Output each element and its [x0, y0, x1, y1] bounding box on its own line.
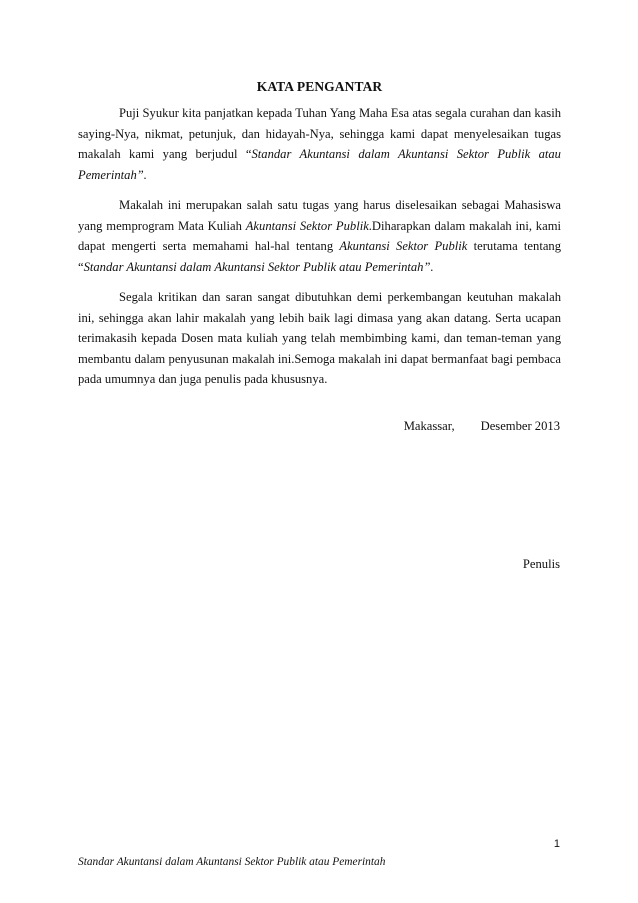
body-text: [78, 103, 561, 400]
paragraph-run: .Diharapkan dalam makalah ini, kami dapat mengerti serta memahami hal-hal tentang: [78, 218, 561, 253]
signature-author: Penulis: [522, 557, 560, 571]
footer-divider: [78, 852, 561, 853]
paragraph-run: terutama tentang “: [78, 239, 561, 274]
paragraph-3: [78, 287, 561, 390]
paragraph-run: Akuntansi Sektor Publik: [245, 218, 369, 233]
paragraph-2: [78, 195, 561, 277]
page-number: 1: [553, 838, 560, 850]
place-city: Makassar,: [403, 419, 455, 433]
paragraph-run: Standar Akuntansi dalam Akuntansi Sektor Publik atau Pemerintah”.: [78, 147, 561, 182]
date: Desember 2013: [480, 419, 560, 433]
paragraph-1: [78, 103, 561, 185]
place-date: [404, 419, 560, 434]
paragraph-run: Puji Syukur kita panjatkan kepada Tuhan Yang Maha Esa atas segala curahan dan kasih saying-Nya, nikmat, petunjuk, dan hidayah-Nya, sehingga kami dapat menyelesaikan tugas makalah kami yang berjudul “: [78, 106, 561, 161]
paragraph-run: Segala kritikan dan saran sangat dibutuhkan demi perkembangan keutuhan makalah ini, sehingga akan lahir makalah yang lebih baik lagi dimasa yang akan datang. Serta ucapan terimakasih kepada Dosen mata kuliah yang telah membimbing kami, dan teman-teman yang membantu dalam penyusunan makalah ini.Semoga makalah ini dapat bermanfaat bagi pembaca pada umumnya dan juga penulis pada khususnya.: [78, 290, 561, 386]
paragraph-run: Akuntansi Sektor Publik: [339, 239, 468, 253]
page-footer: Standar Akuntansi dalam Akuntansi Sektor Publik atau Pemerintah: [78, 856, 386, 868]
paragraph-run: Makalah ini merupakan salah satu tugas yang harus diselesaikan sebagai Mahasiswa yang memprogram Mata Kuliah: [78, 198, 561, 233]
page-title: KATA PENGANTAR: [256, 79, 383, 94]
paragraph-run: Standar Akuntansi dalam Akuntansi Sektor Publik atau Pemerintah”.: [83, 259, 434, 274]
